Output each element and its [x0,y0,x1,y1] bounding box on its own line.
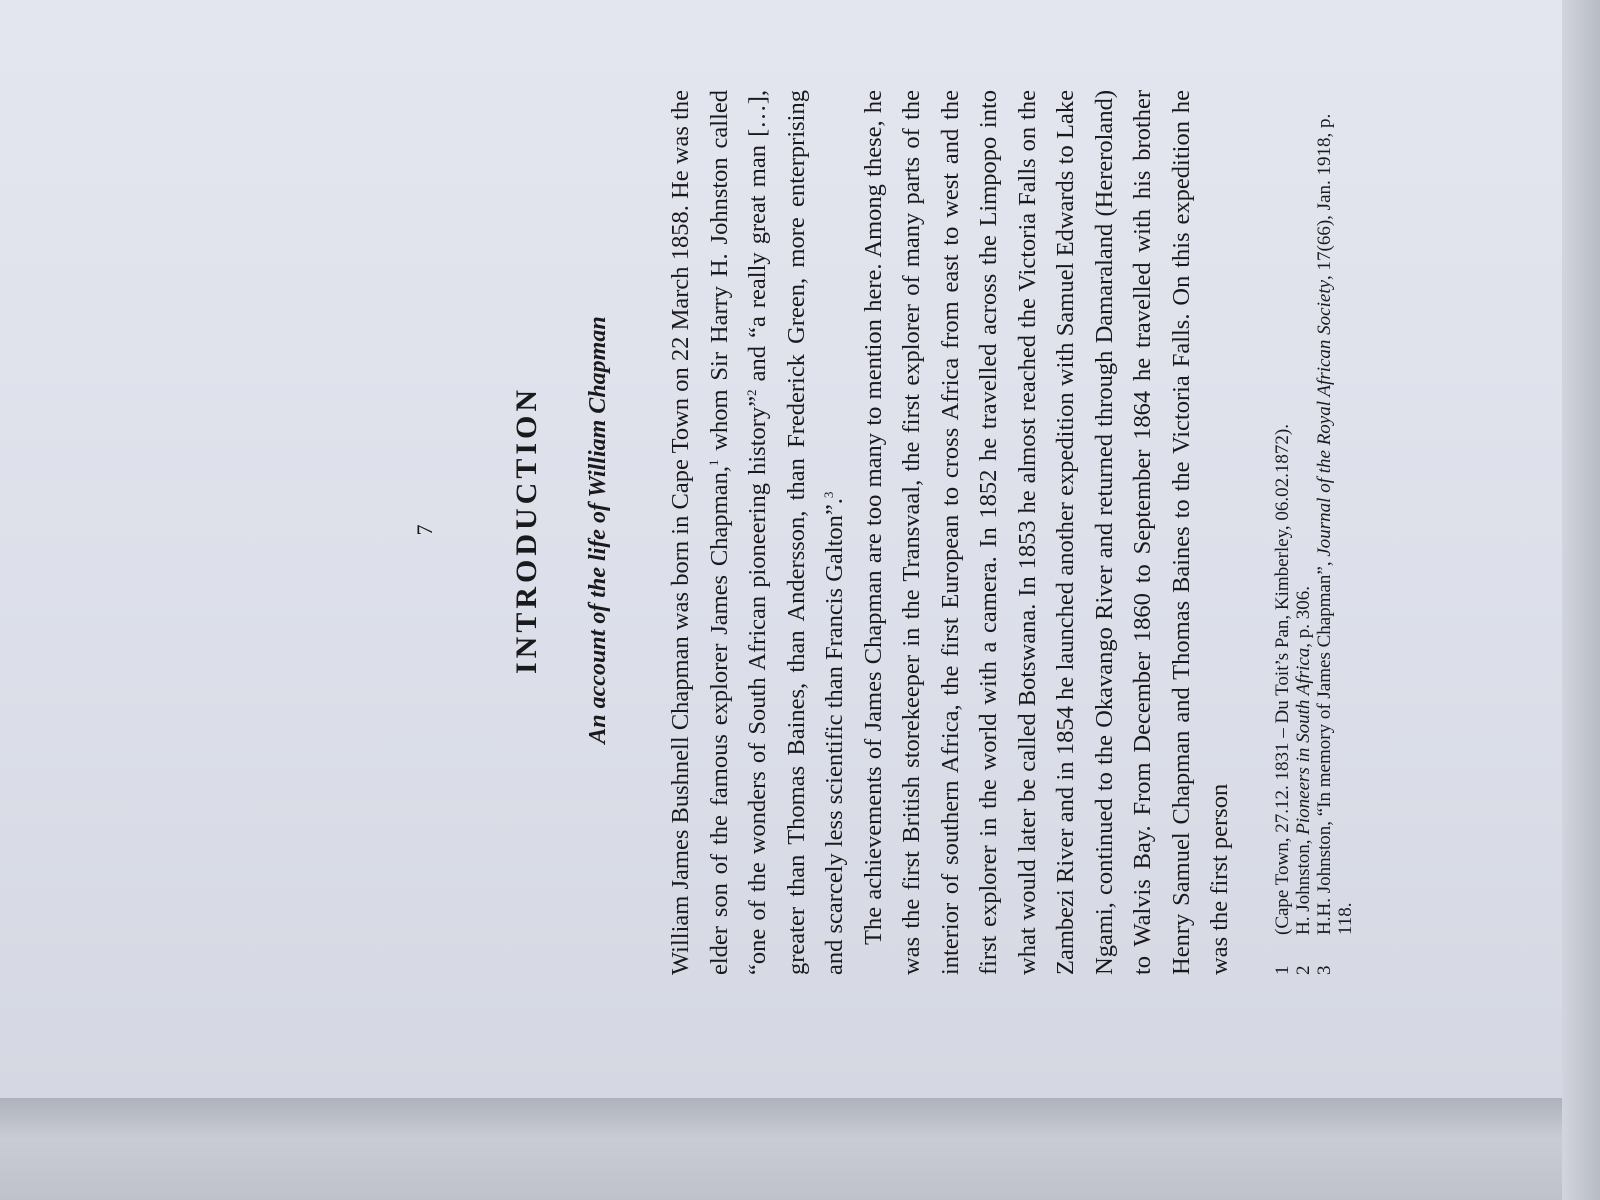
rotated-page-content [400,30,1500,1030]
footnote-text-part: , 17(66), Jan. 1918, p. 118. [1314,113,1356,935]
footnote-text-part: , p. 306. [1293,585,1314,648]
footnote-title: Pioneers in South Africa [1293,647,1314,835]
body-text [662,90,1240,975]
paragraph-2: The achievements of James Chapman are too many to mention here. Among these, he was the first British storekeeper in the Transvaal, the first explorer of many parts of the interior of southern Africa, the first European to cross Africa from east to west and the first explorer in the world with a camera. In 1852 he travelled across the Limpopo into what would later be called Botswana. In 1853 he almost reached the Victoria Falls on the Zambezi River and in 1854 he launched another expedition with Samuel Edwards to Lake Ngami, continued to the Okavango River and returned through Damaraland (Hereroland) to Walvis Bay. From December 1860 to September 1864 he travelled with his brother Henry Samuel Chapman and Thomas Baines to the Victoria Falls. On this expedition he was the first person [859,90,1233,975]
page-number: 7 [412,524,437,536]
paragraph-1 [662,90,855,975]
footnote-2 [1293,95,1314,975]
footnote-number: 1 [1272,965,1293,975]
footnote-text-part: H. Johnston, [1293,834,1314,935]
footnote-3 [1314,95,1356,975]
paragraph-1-text-b: whom Sir Harry H. Johnston called “one of the wonders of South African pioneering history” [705,90,771,975]
footnote-text-part: (Cape Town, 27.12. 1831 – Du Toit’s Pan, Kimberley, 06.02.1872). [1272,423,1293,935]
footnote-ref-2: 2 [743,389,759,396]
footnote-ref-1: 1 [705,459,721,467]
footnote-number: 3 [1314,965,1335,975]
footnote-text-part: H.H. Johnston, “In memory of James Chapman”, [1314,556,1335,935]
footnote-text [1314,95,1356,935]
footnote-title: Journal of the Royal African Society [1314,279,1335,557]
paragraph-1-text-c: and “a really great man […], greater than Thomas Baines, than Andersson, than Frederick Green, more enterprising and scarcely less scientific than Francis Galton”. [744,89,848,975]
footnotes [1272,95,1356,975]
paragraph-1-text-a: William James Bushnell Chapman was born in Cape Town on 22 March 1858. He was the elder son of the famous explorer James Chapman, [667,90,733,975]
chapter-title: INTRODUCTION [510,385,543,675]
page-edge [1562,0,1600,1200]
footnote-number: 2 [1293,965,1314,975]
book-binding [0,1098,1600,1200]
footnote-ref-3: 3 [820,491,836,499]
footnote-text [1272,95,1293,935]
footnote-text [1293,95,1314,935]
footnote-1 [1272,95,1293,975]
section-subtitle: An account of the life of William Chapman [585,316,611,744]
